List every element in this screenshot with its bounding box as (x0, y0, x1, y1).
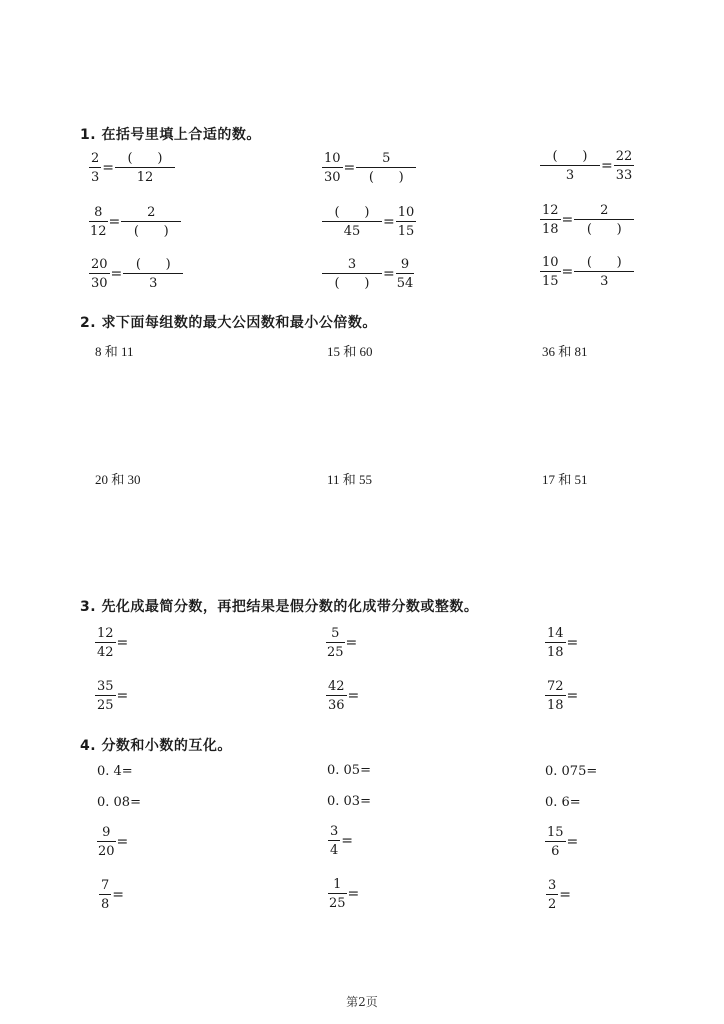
decimal-item: 0. 075= (545, 764, 598, 779)
fill-blank-item (323, 258, 413, 290)
fill-blank-item (90, 258, 182, 290)
fraction (329, 878, 346, 910)
fraction-to-decimal-item (329, 878, 361, 910)
fraction (90, 206, 107, 238)
page-number: 第2页 (346, 995, 378, 1009)
section-number: 1. (80, 127, 97, 143)
simplify-item (327, 627, 359, 659)
simplify-item (546, 627, 580, 659)
fraction (397, 206, 416, 238)
denominator: 42 (97, 645, 114, 660)
section-title: 在括号里填上合适的数。 (101, 127, 261, 143)
numerator: ( ) (123, 258, 183, 274)
section-3-heading (80, 596, 478, 616)
numerator: 5 (326, 627, 345, 643)
equals-sign: = (345, 635, 358, 651)
equals-sign: = (347, 688, 360, 704)
fill-blank-item (323, 206, 415, 238)
number-pair: 17 和 51 (542, 472, 588, 487)
numerator: 2 (574, 204, 634, 220)
equals-sign: = (110, 266, 123, 282)
fraction (547, 879, 557, 911)
denominator: 15 (397, 224, 415, 239)
numerator: 2 (91, 151, 100, 166)
fill-blank-item (323, 152, 415, 184)
equals-sign: = (116, 834, 129, 850)
fraction-to-decimal-item (546, 826, 580, 858)
section-number: 4. (80, 738, 97, 754)
equals-sign: = (561, 212, 574, 228)
numerator: ( ) (115, 152, 175, 168)
section-4-heading (80, 735, 232, 755)
numerator: 10 (324, 151, 341, 166)
section-title: 求下面每组数的最大公因数和最小公倍数。 (101, 315, 377, 331)
fraction-to-decimal-item (98, 826, 130, 858)
fraction (329, 825, 339, 857)
denominator: 54 (396, 276, 414, 291)
number-pair: 8 和 11 (95, 344, 134, 359)
denominator: 30 (324, 170, 341, 185)
equals-sign: = (341, 833, 354, 849)
numerator: 9 (97, 826, 116, 842)
fraction-blank[interactable] (122, 206, 180, 238)
denominator: 30 (91, 276, 108, 291)
numerator: ( ) (574, 256, 634, 272)
denominator: 18 (547, 698, 564, 713)
numerator: 12 (97, 626, 114, 641)
denominator: 25 (327, 645, 344, 660)
denominator: 18 (542, 222, 559, 237)
denominator: 18 (547, 645, 564, 660)
fill-blank-item (541, 150, 633, 182)
equals-sign: = (116, 635, 129, 651)
section-1-heading (80, 124, 261, 144)
denominator: 2 (548, 897, 557, 912)
denominator: 25 (329, 896, 346, 911)
fill-blank-item (541, 256, 633, 288)
fraction-blank[interactable] (323, 258, 381, 290)
section-number: 3. (80, 599, 97, 615)
fraction (98, 826, 115, 858)
fraction-blank[interactable] (575, 256, 633, 288)
simplify-item (546, 680, 580, 712)
equals-sign: = (343, 160, 356, 176)
equals-sign: = (116, 688, 129, 704)
fraction (541, 204, 560, 236)
denominator: 15 (542, 274, 559, 289)
fraction-to-decimal-item (100, 879, 126, 911)
numerator: 15 (547, 825, 564, 840)
fraction-blank[interactable] (124, 258, 182, 290)
fraction-blank[interactable] (116, 152, 174, 184)
fraction (90, 258, 109, 290)
fraction (323, 152, 342, 184)
denominator: ( ) (586, 222, 622, 237)
number-pair: 15 和 60 (327, 344, 373, 359)
fraction (541, 256, 560, 288)
numerator: ( ) (322, 206, 382, 222)
denominator: 3 (91, 170, 100, 185)
numerator: 22 (615, 149, 633, 164)
equals-sign: = (383, 266, 395, 282)
decimal-item: 0. 03= (327, 794, 371, 809)
equals-sign: = (112, 887, 125, 903)
denominator: 3 (149, 276, 158, 291)
fraction (397, 258, 414, 290)
equals-sign: = (347, 886, 360, 902)
fraction-blank[interactable] (323, 206, 381, 238)
numerator: 72 (547, 679, 564, 694)
fill-blank-item (90, 206, 180, 238)
numerator: 7 (101, 878, 110, 893)
fill-blank-item (541, 204, 633, 236)
equals-sign: = (601, 158, 613, 174)
numerator: 10 (542, 255, 559, 270)
decimal-item: 0. 05= (327, 763, 371, 778)
equals-sign: = (566, 635, 579, 651)
section-title: 分数和小数的互化。 (101, 738, 232, 754)
numerator: 14 (547, 626, 564, 641)
equals-sign: = (561, 264, 574, 280)
simplify-item (96, 627, 130, 659)
numerator: 3 (330, 824, 339, 839)
numerator: 3 (322, 258, 382, 274)
denominator: 20 (98, 844, 115, 859)
numerator: 5 (356, 152, 416, 168)
equals-sign: = (383, 214, 395, 230)
denominator: 8 (101, 897, 110, 912)
fraction (546, 826, 565, 858)
fraction (615, 150, 634, 182)
fill-blank-item (90, 152, 174, 184)
equals-sign: = (566, 834, 579, 850)
fraction (327, 680, 346, 712)
denominator: ( ) (334, 276, 370, 291)
section-2-heading (80, 312, 377, 332)
numerator: 8 (89, 206, 108, 222)
number-pair: 20 和 30 (95, 472, 141, 487)
fraction-to-decimal-item (547, 879, 573, 911)
denominator: 4 (330, 843, 339, 858)
decimal-item: 0. 6= (545, 795, 581, 810)
denominator: 45 (343, 224, 361, 239)
fraction (546, 680, 565, 712)
equals-sign: = (559, 887, 572, 903)
numerator: ( ) (540, 150, 600, 166)
fraction-blank[interactable] (541, 150, 599, 182)
numerator: 35 (97, 679, 114, 694)
fraction (327, 627, 344, 659)
fraction-to-decimal-item (329, 825, 355, 857)
decimal-item: 0. 08= (97, 795, 141, 810)
section-title: 先化成最简分数，再把结果是假分数的化成带分数或整数。 (101, 599, 479, 615)
numerator: 3 (548, 878, 557, 893)
numerator: 42 (328, 679, 345, 694)
fraction (100, 879, 110, 911)
denominator: 36 (328, 698, 345, 713)
numerator: 2 (121, 206, 181, 222)
numerator: 12 (542, 203, 559, 218)
denominator: 33 (615, 168, 633, 183)
fraction (96, 680, 115, 712)
fraction (90, 152, 100, 184)
simplify-item (327, 680, 361, 712)
equals-sign: = (108, 214, 121, 230)
number-pair: 11 和 55 (327, 472, 373, 487)
fraction-blank[interactable] (575, 204, 633, 236)
denominator: 25 (97, 698, 114, 713)
fraction (546, 627, 565, 659)
denominator: ( ) (368, 170, 404, 185)
section-number: 2. (80, 315, 97, 331)
denominator: 3 (600, 274, 609, 289)
simplify-item (96, 680, 130, 712)
denominator: 3 (565, 168, 575, 183)
equals-sign: = (566, 688, 579, 704)
equals-sign: = (102, 160, 115, 176)
denominator: 12 (90, 224, 107, 239)
number-pair: 36 和 81 (542, 344, 588, 359)
numerator: 9 (396, 258, 415, 274)
denominator: 12 (136, 170, 154, 185)
numerator: 1 (328, 878, 347, 894)
denominator: 6 (551, 844, 560, 859)
denominator: ( ) (133, 224, 169, 239)
decimal-item: 0. 4= (97, 764, 133, 779)
fraction-blank[interactable] (357, 152, 415, 184)
numerator: 10 (397, 205, 415, 220)
numerator: 20 (91, 257, 108, 272)
fraction (96, 627, 115, 659)
